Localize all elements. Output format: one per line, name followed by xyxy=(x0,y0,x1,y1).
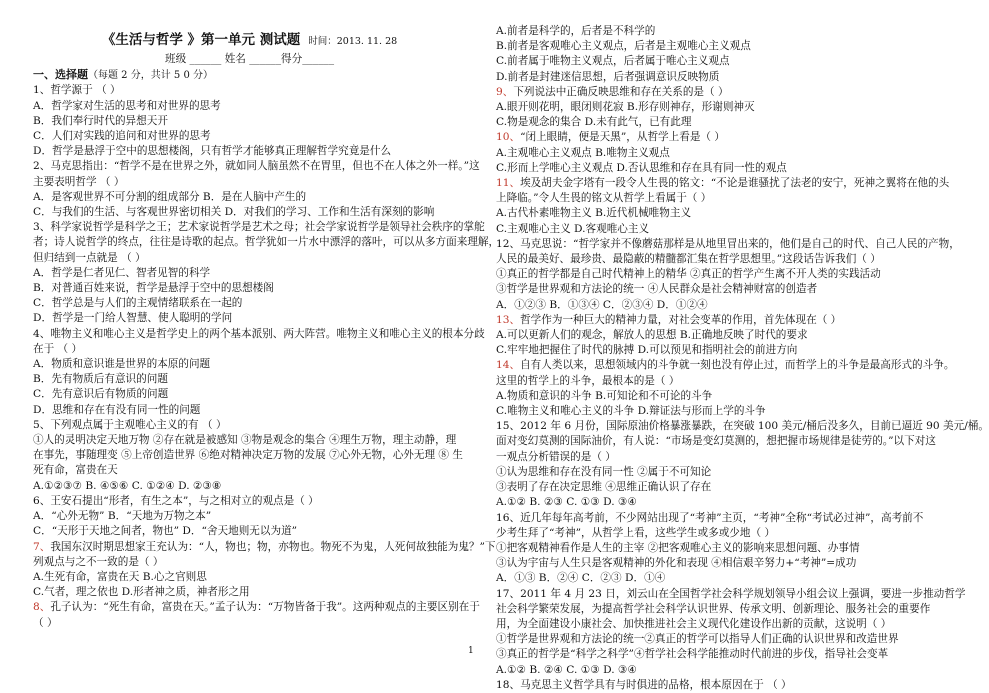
question-line: ①人的灵明决定天地万物 ②存在就是被感知 ③物是观念的集合 ④理生万物，理主动静，理 xyxy=(33,434,457,447)
question-line: A.前者是科学的，后者是不科学的 xyxy=(496,25,656,37)
question-line: A．“心外无物” B．“天地为万物之本” xyxy=(33,510,212,523)
question-line: 在事先，事随理变 ⑤上帝创造世界 ⑥绝对精神决定万物的发展 ⑦心外无物，心外无理 ⑧ 生 xyxy=(33,449,463,462)
question-line: A．①②③ B．①③④ C．②③④ D．①②④ xyxy=(496,298,708,311)
question-line: ③认为宇宙与人生只是客观精神的外化和表现 ④相信艰辛努力+“考神”=成功 xyxy=(496,557,857,570)
right-question-lines xyxy=(496,24,989,693)
question-line: A.古代朴素唯物主义 B.近代机械唯物主义 xyxy=(496,207,692,220)
question-line: B．我们奉行时代的异想天开 xyxy=(33,114,168,127)
question-line: 少考生拜了“考神”，从哲学上看，这些学生或多或少地（ ） xyxy=(496,526,776,539)
question-line: 2、马克思指出：“哲学不是在世界之外，就如同人脑虽然不在胃里，但也不在人体之外一样。”这 xyxy=(33,160,480,173)
question-line: 主要表明哲学 （ ） xyxy=(33,175,125,188)
question-line: 1、哲学源于 （ ） xyxy=(33,84,121,97)
question-line: 17、2011 年 4 月 23 日，刘云山在全国哲学社会科学规划领导小组会议上强调，要进一步推动哲学 xyxy=(496,587,966,600)
question-number: 7、 xyxy=(33,540,51,553)
question-line: A.①②③⑦ B. ④⑤⑥ C. ①②④ D. ②③⑧ xyxy=(33,479,222,492)
question-line: 用，为全面建设小康社会、加快推进社会主义现代化建设作出新的贡献，这说明（ ） xyxy=(496,617,892,630)
question-number: 13、 xyxy=(496,313,521,326)
question-line: 15、2012 年 6 月份，国际原油价格暴涨暴跌，在突破 100 美元/桶后没多久，目前已逼近 90 美元/桶。 xyxy=(496,420,989,433)
question-line: ③真正的哲学是“科学之科学”④哲学社会科学能推动时代前进的步伐，指导社会变革 xyxy=(496,648,889,661)
question-line: C．人们对实践的追问和对世界的思考 xyxy=(33,130,211,143)
question-line: A．是客观世界不可分割的组成部分 B．是在人脑中产生的 xyxy=(33,190,307,203)
question-line: 死有命，富贵在天 xyxy=(33,464,118,477)
left-question-lines xyxy=(33,83,500,630)
question-line: 社会科学繁荣发展，为提高哲学社会科学认识世界、传承文明、创新理论、服务社会的重要作 xyxy=(496,602,931,615)
question-line: D．思维和存在有没有同一性的问题 xyxy=(33,403,201,416)
question-line: 13、哲学作为一种巨大的精神力量，对社会变革的作用，首先体现在（ ） xyxy=(496,313,842,326)
question-line: C．先有意识后有物质的问题 xyxy=(33,388,169,401)
question-line: A.①② B. ②③ C. ①③ D. ③④ xyxy=(496,496,637,509)
question-line: A.可以更新人们的观念，解放人的思想 B.正确地反映了时代的要求 xyxy=(496,329,808,342)
question-line: （ ） xyxy=(33,616,58,629)
question-number: 8、 xyxy=(33,601,51,614)
question-number: 11、 xyxy=(496,177,521,190)
question-number: 14、 xyxy=(496,359,521,372)
question-line: 6、王安石提出“形者，有生之本”，与之相对立的观点是（ ） xyxy=(33,494,319,507)
question-line: ①把客观精神看作是人生的主宰 ②把客观唯心主义的影响来思想问题、办事情 xyxy=(496,541,860,554)
question-line: D.前者是封建迷信思想，后者强调意识反映物质 xyxy=(496,70,720,83)
question-line: A.主观唯心主义观点 B.唯物主义观点 xyxy=(496,146,670,159)
question-line: 人民的最美好、最珍贵、最隐蔽的精髓都汇集在哲学思想里。”这段话告诉我们（ ） xyxy=(496,253,881,266)
question-line: C.牢牢地把握住了时代的脉搏 D.可以预见和指明社会的前进方向 xyxy=(496,344,798,357)
question-line: 者；诗人说哲学的终点，往往是诗歌的起点。哲学犹如一片水中漂浮的落叶，可以从多方面来理解， xyxy=(33,236,500,249)
student-info-line: 班级 ______ 姓名 ______得分______ xyxy=(164,53,334,65)
question-line: 上降临。”令人生畏的铭文从哲学上看属于（ ） xyxy=(496,192,712,205)
question-line: C.形而上学唯心主义观点 D.否认思维和存在具有同一性的观点 xyxy=(496,161,787,174)
question-line: A．哲学是仁者见仁、智者见智的科学 xyxy=(33,266,211,279)
exam-title-text: 《生活与哲学 》第一单元 测试题 xyxy=(101,32,301,48)
question-line: B．先有物质后有意识的问题 xyxy=(33,373,168,386)
page-number: 1 xyxy=(468,646,474,656)
question-line: ①认为思维和存在没有同一性 ②属于不可知论 xyxy=(496,465,712,478)
question-line: 11、埃及胡夫金字塔有一段令人生畏的铭文：“不论是谁骚扰了法老的安宁，死神之翼将在他的头 xyxy=(496,177,950,190)
section-title: 一、选择题 xyxy=(33,68,88,82)
question-line: 一观点分析错误的是（ ） xyxy=(496,450,616,463)
question-line: 在于 （ ） xyxy=(33,342,83,355)
question-line: C．哲学总是与人们的主观情绪联系在一起的 xyxy=(33,297,243,310)
question-line: C．“天形于天地之间者，物也” D．“舍天地则无以为道” xyxy=(33,525,298,538)
question-line: D．哲学是悬浮于空中的思想楼阁，只有哲学才能够真正理解哲学究竟是什么 xyxy=(33,145,392,158)
question-line: A．物质和意识谁是世界的本原的问题 xyxy=(33,358,211,371)
question-line: A.眼开则花明，眼闭则花寂 B.形存则神存，形谢则神灭 xyxy=(496,101,755,114)
question-line: C.唯物主义和唯心主义的斗争 D.辩证法与形而上学的斗争 xyxy=(496,405,766,418)
question-line: 9、下列说法中正确反映思维和存在关系的是（ ） xyxy=(496,85,729,98)
question-line: C.主观唯心主义 D.客观唯心主义 xyxy=(496,222,650,235)
left-column xyxy=(33,0,500,631)
question-line: A．哲学家对生活的思考和对世界的思考 xyxy=(33,99,221,112)
question-line: 这里的哲学上的斗争，最根本的是（ ） xyxy=(496,374,680,387)
question-line: B．对普通百姓来说，哲学是悬浮于空中的思想楼阁 xyxy=(33,282,274,295)
question-line: 但归结到一点就是 （ ） xyxy=(33,251,146,264)
question-line: ①真正的哲学都是自己时代精神上的精华 ②真正的哲学产生离不开人类的实践活动 xyxy=(496,268,881,281)
question-line: 18、马克思主义哲学具有与时俱进的品格，根本原因在于 （ ） xyxy=(496,678,792,691)
question-line: A.生死有命，富贵在天 B.心之官则思 xyxy=(33,570,207,583)
question-line: C.物是观念的集合 D.未有此气，已有此理 xyxy=(496,116,692,129)
question-line: ③哲学是世界观和方法论的统一 ④人民群众是社会精神财富的创造者 xyxy=(496,283,818,296)
question-line: 8、孔子认为：“死生有命，富贵在天。”孟子认为：“万物皆备于我”。这两种观点的主要区别在于 xyxy=(33,601,480,614)
question-line: A.①② B. ②④ C. ①③ D. ③④ xyxy=(496,663,637,676)
question-line: 面对变幻莫测的国际油价，有人说：“市场是变幻莫测的，想把握市场规律是徒劳的。”以下对这 xyxy=(496,435,936,448)
question-line: 16、近几年每年高考前，不少网站出现了“考神”主页，“考神”全称“考试必过神”，高考前不 xyxy=(496,511,924,524)
question-line: ③表明了存在决定思维 ④思维正确认识了存在 xyxy=(496,481,712,494)
question-line: B.前者是客观唯心主义观点，后者是主观唯心主义观点 xyxy=(496,40,751,53)
question-line: 5、下列观点属于主观唯心主义的有 （ ） xyxy=(33,418,227,431)
question-line: 10、“闭上眼睛，便是天黑”，从哲学上看是（ ） xyxy=(496,131,725,144)
right-column xyxy=(496,0,989,693)
question-line: 14、自有人类以来，思想领域内的斗争就一刻也没有停止过，而哲学上的斗争是最高形式的斗争。 xyxy=(496,359,955,372)
question-line: 7、我国东汉时期思想家王充认为：“人，物也；物，亦物也。物死不为鬼，人死何故独能为鬼？”下 xyxy=(33,540,496,553)
exam-title xyxy=(33,32,466,50)
question-line: 12、马克思说：“哲学家并不像蘑菇那样是从地里冒出来的，他们是自己的时代、自己人民的产物， xyxy=(496,237,960,250)
question-line: D．哲学是一门给人智慧、使人聪明的学问 xyxy=(33,312,233,325)
question-line: A.物质和意识的斗争 B.可知论和不可论的斗争 xyxy=(496,389,713,402)
question-number: 10、 xyxy=(496,131,521,144)
question-line: C.前者属于唯物主义观点，后者属于唯心主义观点 xyxy=(496,55,730,68)
question-line: C．与我们的生活、与客观世界密切相关 D．对我们的学习、工作和生活有深刻的影响 xyxy=(33,206,435,219)
question-line: C.气者，理之依也 D.形者神之质，神者形之用 xyxy=(33,586,250,599)
section-scoring-note: （每题 2 分，共计 5 0 分） xyxy=(88,70,213,82)
question-number: 9、 xyxy=(496,85,514,98)
question-line: ①哲学是世界观和方法论的统一②真正的哲学可以指导人们正确的认识世界和改造世界 xyxy=(496,633,899,646)
section-heading xyxy=(33,67,466,83)
question-line: A．①③ B．②④ C．②③ D．①④ xyxy=(496,572,666,585)
question-line: 列观点与之不一致的是（ ） xyxy=(33,555,164,568)
question-line: 3、科学家说哲学是科学之王；艺术家说哲学是艺术之母；社会学家说哲学是领导社会秩序的掌舵 xyxy=(33,221,485,234)
question-line: 4、唯物主义和唯心主义是哲学史上的两个基本派别、两大阵营。唯物主义和唯心主义的根本分歧 xyxy=(33,327,485,340)
exam-date: 时间：2013. 11. 28 xyxy=(308,36,398,47)
